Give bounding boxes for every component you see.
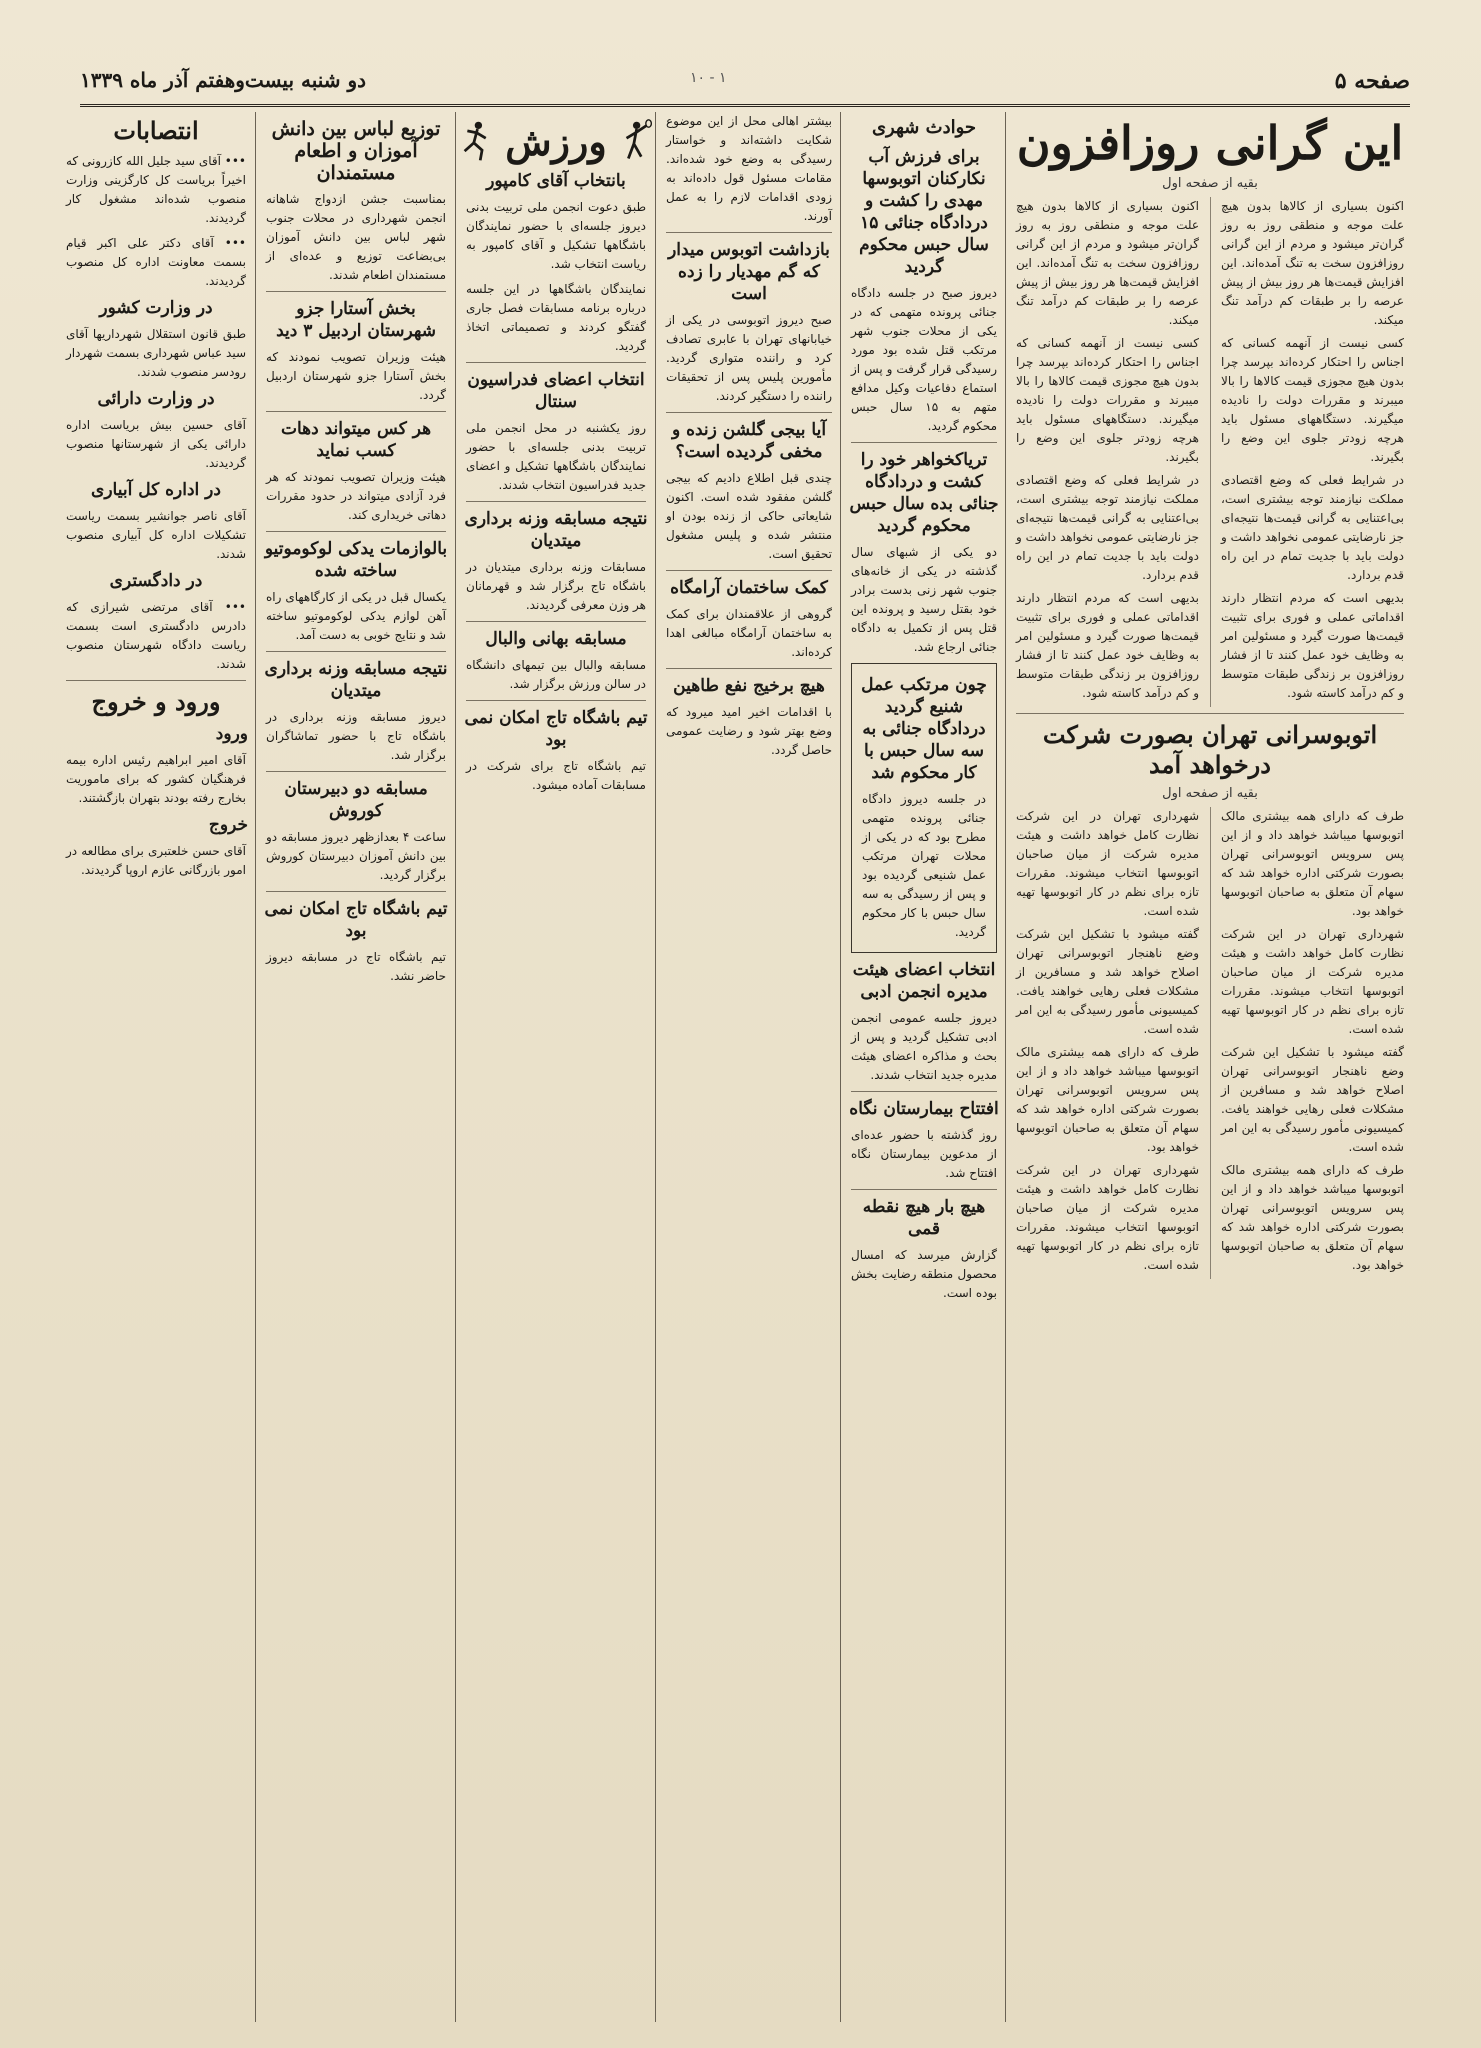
- paragraph: کسی نیست از آنهمه کسانی که اجناس را احتکار کرده‌اند بپرسد چرا بدون هیچ مجوزی قیمت کالاها را بالا میبرند و مقررات دولت را نادیده میگیرند. دستگاههای مسئول باید هرچه زودتر جلوی این وضع را بگیرند.: [1016, 336, 1199, 464]
- sports-logo: [460, 118, 652, 164]
- divider: [266, 651, 446, 652]
- headline: آیا بیجی گلشن زنده و مخفی گردیده است؟: [671, 420, 827, 462]
- news-item: دیروز مسابقه وزنه برداری در باشگاه تاج با حضور تماشاگران برگزار شد.: [266, 710, 446, 762]
- section-title-arrivals: ورود و خروج: [91, 687, 221, 716]
- divider: [266, 891, 446, 892]
- headline: مسابقه دو دبیرستان کوروش: [284, 779, 428, 821]
- news-item: مسابقات وزنه برداری میتدیان در باشگاه تاج برگزار شد و قهرمانان هر وزن معرفی گردیدند.: [466, 560, 646, 612]
- news-item: دیروز جلسه عمومی انجمن ادبی تشکیل گردید و پس از بحث و مذاکره اعضای هیئت مدیره جدید انتخاب شدند.: [851, 1011, 997, 1082]
- headline: کمک ساختمان آرامگاه: [670, 578, 828, 598]
- divider: [266, 771, 446, 772]
- page-number: صفحه ۵: [1334, 68, 1410, 94]
- headline: تیم باشگاه تاج امکان نمی بود: [464, 708, 648, 750]
- headline: برای فرزش آب نکارکنان اتوبوسها مهدی را کشت و دردادگاه جنائی ۱۵ سال حبس محکوم گردید: [859, 147, 989, 277]
- divider: [466, 501, 646, 502]
- paragraph: طرف که دارای همه بیشتری مالک اتوبوسها میباشد خواهد داد و از این پس سرویس اتوبوسرانی تهران بصورت شرکتی اداره خواهد شد که سهام آن متعلق به صاحبان اتوبوسها خواهد بود.: [1221, 1163, 1404, 1272]
- headline: در دادگستری: [109, 571, 203, 591]
- headline: در وزارت کشور: [99, 298, 213, 318]
- news-item: طبق دعوت انجمن ملی تربیت بدنی دیروز جلسه‌ای با حضور نمایندگان باشگاهها تشکیل و آقای کامپور به ریاست انتخاب شد.: [466, 200, 646, 271]
- column-rule: [455, 112, 456, 2022]
- divider: [666, 232, 832, 233]
- headline: انتخاب اعضای هیئت مدیره انجمن ادبی: [852, 960, 996, 1002]
- subsection-departure: خروج: [208, 815, 248, 835]
- news-item: نمایندگان باشگاهها در این جلسه درباره برنامه مسابقات فصل جاری گفتگو کردند و تصمیماتی اتخاذ گردید.: [466, 282, 646, 353]
- news-item: دو یکی از شبهای سال گذشته در یکی از خانه‌های جنوب شهر زنی بدست برادر خود بقتل رسید و پرونده این قتل پس از تکمیل به دادگاه جنائی ارجاع شد.: [851, 545, 997, 654]
- headline: در اداره کل آبیاری: [91, 480, 221, 500]
- headline: نتیجه مسابقه وزنه برداری میتدیان: [264, 659, 448, 701]
- paragraph: گفته میشود با تشکیل این شرکت وضع ناهنجار اتوبوسرانی تهران اصلاح خواهد شد و مسافرین از مشکلات فعلی رهایی خواهند یافت. کمیسیونی مأمور رسیدگی به این امر شده است.: [1016, 927, 1199, 1036]
- divider: [666, 412, 832, 413]
- headline: هیچ برخیج نفع طاهین: [673, 676, 825, 696]
- news-item: ••• آقای سید جلیل الله کازرونی که اخیراً بریاست کل کارگزینی وزارت منصوب شده‌اند مشغول کار گردیدند.: [66, 154, 246, 225]
- bus-article-body: [1010, 807, 1410, 1279]
- paragraph: اکنون بسیاری از کالاها بدون هیچ علت موجه و منطقی روز به روز گران‌تر میشود و مردم از این گرانی روزافزون سخت به تنگ آمده‌اند. این افزایش قیمت‌ها هر روز بیش از پیش عرصه را بر طبقات کم درآمد تنگ میکند.: [1221, 199, 1404, 327]
- divider: [1016, 713, 1404, 714]
- divider: [66, 680, 246, 681]
- news-item: ••• آقای مرتضی شیرازی که دادرس دادگستری است بسمت ریاست دادگاه شهرستان منصوب شدند.: [66, 600, 246, 671]
- divider: [266, 411, 446, 412]
- subsection-arrival: ورود: [215, 724, 248, 744]
- news-item: تیم باشگاه تاج در مسابقه دیروز حاضر نشد.: [266, 950, 446, 983]
- news-item: با اقدامات اخیر امید میرود که وضع بهتر شود و رضایت عمومی حاصل گردد.: [666, 705, 832, 757]
- divider: [851, 1189, 997, 1190]
- column-misc-news: [260, 112, 452, 2022]
- news-item: دیروز صبح در جلسه دادگاه جنائی پرونده متهمی که در یکی از محلات جنوب شهر مرتکب قتل شده بود مورد رسیدگی قرار گرفت و پس از استماع دفاعیات وکیل مدافع متهم به ۱۵ سال حبس محکوم گردید.: [851, 286, 997, 433]
- divider: [466, 621, 646, 622]
- news-item: ساعت ۴ بعدازظهر دیروز مسابقه دو بین دانش آموزان دبیرستان کوروش برگزار گردید.: [266, 830, 447, 882]
- divider: [266, 531, 446, 532]
- continuation-note: بقیه از صفحه اول: [1162, 176, 1258, 191]
- paragraph: شهرداری تهران در این شرکت نظارت کامل خواهد داشت و هیئت مدیره شرکت از میان صاحبان اتوبوسها انتخاب میشوند. مقررات تازه برای نظم در کار اتوبوسها تهیه شده است.: [1221, 927, 1404, 1036]
- column-rule: [1005, 112, 1006, 2022]
- paragraph: اکنون بسیاری از کالاها بدون هیچ علت موجه و منطقی روز به روز گران‌تر میشود و مردم از این گرانی روزافزون سخت به تنگ آمده‌اند. این افزایش قیمت‌ها هر روز بیش از پیش عرصه را بر طبقات کم درآمد تنگ میکند.: [1016, 199, 1199, 327]
- headline: چون مرتکب عمل شنیع گردید دردادگاه جنائی به سه سال حبس با کار محکوم شد: [861, 675, 987, 783]
- news-item: هیئت وزیران تصویب نمودند که هر فرد آزادی میتواند در حدود مقررات دهاتی خریداری کند.: [266, 470, 446, 522]
- headline: بانتخاب آقای کامپور: [486, 171, 626, 191]
- column-rule: [255, 112, 256, 2022]
- column-appointments: [60, 112, 252, 2022]
- divider: [466, 700, 646, 701]
- headline: بالوازمات یدکی لوکوموتیو ساخته شده: [264, 539, 448, 581]
- column-city-news-2: [660, 112, 838, 2022]
- divider: [466, 362, 646, 363]
- divider: [266, 291, 446, 292]
- headline: بازداشت اتوبوس میدار که گم مهدیار را زده است: [668, 240, 830, 304]
- runner-icon: [460, 118, 491, 164]
- news-item: بمناسبت جشن ازدواج شاهانه انجمن شهرداری در محلات جنوب شهر لباس بین دانش آموزان بی‌بضاعت توزیع و عده‌ای از مستمندان اطعام شدند.: [266, 192, 446, 282]
- section-title-appointments: انتصابات: [113, 116, 199, 145]
- headline: بخش آستارا جزو شهرستان اردبیل ۳ دید: [276, 299, 436, 341]
- tennis-player-icon: [621, 118, 652, 164]
- news-item: روز گذشته با حضور عده‌ای از مدعوین بیمارستان نگاه افتتاح شد.: [851, 1128, 997, 1180]
- paragraph: بدیهی است که مردم انتظار دارند اقداماتی عملی و فوری برای تثبیت قیمت‌ها صورت گیرد و مسئولین امر به وظایف خود عمل کنند تا از فشار روزافزون بر زندگی طبقات متوسط و کم درآمد کاسته شود.: [1016, 591, 1199, 700]
- headline: هر کس میتواند دهات کسب نماید: [280, 419, 432, 461]
- column-rule: [655, 112, 656, 2022]
- center-mark: ۱ - ۱۰: [690, 70, 727, 86]
- news-item: طبق قانون استقلال شهرداریها آقای سید عباس شهرداری بسمت شهردار رودسر منصوب شدند.: [66, 327, 246, 379]
- headline: تریاکخواهر خود را کشت و دردادگاه جنائی بده سال حبس محکوم گردید: [849, 450, 999, 536]
- news-item: هیئت وزیران تصویب نمودند که بخش آستارا جزو شهرستان اردبیل گردد.: [266, 350, 446, 402]
- paragraph: شهرداری تهران در این شرکت نظارت کامل خواهد داشت و هیئت مدیره شرکت از میان صاحبان اتوبوسها انتخاب میشوند. مقررات تازه برای نظم در کار اتوبوسها تهیه شده است.: [1016, 1163, 1199, 1272]
- column-sports: [460, 112, 652, 2022]
- paragraph: گفته میشود با تشکیل این شرکت وضع ناهنجار اتوبوسرانی تهران اصلاح خواهد شد و مسافرین از مشکلات فعلی رهایی خواهند یافت. کمیسیونی مأمور رسیدگی به این امر شده است.: [1221, 1045, 1404, 1154]
- paragraph: بدیهی است که مردم انتظار دارند اقداماتی عملی و فوری برای تثبیت قیمت‌ها صورت گیرد و مسئولین امر به وظایف خود عمل کنند تا از فشار روزافزون بر زندگی طبقات متوسط و کم درآمد کاسته شود.: [1221, 591, 1404, 700]
- page-header: [80, 60, 1410, 108]
- section-title-city-news: حوادث شهری: [871, 117, 977, 138]
- news-item: روز یکشنبه در محل انجمن ملی تربیت بدنی جلسه‌ای با حضور نمایندگان باشگاهها تشکیل و اعضای جدید فدراسیون انتخاب شدند.: [466, 421, 646, 492]
- headline-price-rise: این گرانی روزافزون: [1016, 116, 1404, 170]
- divider: [851, 442, 997, 443]
- paragraph: طرف که دارای همه بیشتری مالک اتوبوسها میباشد خواهد داد و از این پس سرویس اتوبوسرانی تهران بصورت شرکتی اداره خواهد شد که سهام آن متعلق به صاحبان اتوبوسها خواهد بود.: [1221, 809, 1404, 918]
- news-item: مسابقه والبال بین تیمهای دانشگاه در سالن ورزش برگزار شد.: [466, 658, 646, 691]
- headline-bus-company: اتوبوسرانی تهران بصورت شرکت درخواهد آمد: [1042, 720, 1378, 779]
- news-item: آقای ناصر جوانشیر بسمت ریاست تشکیلات اداره کل آبیاری منصوب شدند.: [66, 509, 246, 561]
- news-item: در جلسه دیروز دادگاه جنائی پرونده متهمی مطرح بود که در یکی از محلات تهران مرتکب عمل شنیعی گردیده بود و پس از رسیدگی به سه سال حبس با کار محکوم گردید.: [862, 792, 986, 939]
- column-rule: [840, 112, 841, 2022]
- headline: افتتاح بیمارستان نگاه: [849, 1099, 999, 1119]
- paragraph: کسی نیست از آنهمه کسانی که اجناس را احتکار کرده‌اند بپرسد چرا بدون هیچ مجوزی قیمت کالاها را بالا میبرند و مقررات دولت را نادیده میگیرند. دستگاههای مسئول باید هرچه زودتر جلوی این وضع را بگیرند.: [1221, 336, 1404, 464]
- news-item: گزارش میرسد که امسال محصول منطقه رضایت بخش بوده است.: [851, 1248, 997, 1300]
- column-main-article: [1010, 112, 1410, 2022]
- boxed-news: [851, 663, 997, 953]
- headline: توزیع لباس بین دانش آموزان و اطعام مستمندان: [271, 118, 441, 184]
- news-item: صبح دیروز اتوبوسی در یکی از خیابانهای تهران با عابری تصادف کرد و راننده متواری گردید. مأمورین پلیس پس از تحقیقات راننده را دستگیر کردند.: [666, 313, 832, 403]
- news-item: تیم باشگاه تاج برای شرکت در مسابقات آماده میشود.: [466, 759, 646, 792]
- headline: هیچ بار هیچ نقطه قمی: [862, 1197, 986, 1239]
- news-item: گروهی از علاقمندان برای کمک به ساختمان آرامگاه مبالغی اهدا کرده‌اند.: [666, 607, 832, 659]
- divider: [666, 668, 832, 669]
- header-rule: [80, 104, 1410, 107]
- paragraph: در شرایط فعلی که وضع اقتصادی مملکت نیازمند توجه بیشتری است، بی‌اعتنایی به گرانی قیمت‌ها نتیجه‌ای جز نارضایتی عمومی نخواهد داشت و دولت باید با جدیت تمام در این راه قدم بردارد.: [1016, 473, 1199, 582]
- paragraph: شهرداری تهران در این شرکت نظارت کامل خواهد داشت و هیئت مدیره شرکت از میان صاحبان اتوبوسها انتخاب میشوند. مقررات تازه برای نظم در کار اتوبوسها تهیه شده است.: [1016, 809, 1199, 918]
- column-city-news: [845, 112, 1003, 2022]
- news-item: ••• آقای دکتر علی اکبر قیام بسمت معاونت اداره کل منصوب گردیدند.: [66, 236, 246, 288]
- divider: [851, 1091, 997, 1092]
- issue-date: دو شنبه بیست‌وهفتم آذر ماه ۱۳۳۹: [80, 68, 367, 92]
- news-item: آقای حسن خلعتبری برای مطالعه در امور بازرگانی عازم اروپا گردیدند.: [66, 844, 246, 877]
- news-item: آقای امیر ابراهیم رئیس اداره بیمه فرهنگیان کشور که برای ماموریت بخارج رفته بودند بتهران بازگشتند.: [66, 753, 246, 805]
- news-item: بیشتر اهالی محل از این موضوع شکایت داشته‌اند و خواستار رسیدگی به وضع خود شده‌اند. مقامات مسئول قول داده‌اند به زودی اقدامات لازم را به عمل آورند.: [666, 114, 832, 223]
- headline: نتیجه مسابقه وزنه برداری میتدیان: [464, 509, 648, 551]
- headline: در وزارت دارائی: [97, 389, 215, 409]
- paragraph: طرف که دارای همه بیشتری مالک اتوبوسها میباشد خواهد داد و از این پس سرویس اتوبوسرانی تهران بصورت شرکتی اداره خواهد شد که سهام آن متعلق به صاحبان اتوبوسها خواهد بود.: [1016, 1045, 1199, 1154]
- news-item: یکسال قبل در یکی از کارگاههای راه آهن لوازم یدکی لوکوموتیو ساخته شد و نتایج خوبی به دست آمد.: [266, 590, 446, 642]
- sports-section-title: ورزش: [505, 118, 607, 164]
- news-item: چندی قبل اطلاع دادیم که بیجی گلشن مفقود شده است. اکنون شایعاتی حاکی از زنده بودن او منتشر شده و پلیس مشغول تحقیق است.: [666, 471, 832, 561]
- headline: انتخاب اعضای فدراسیون سنتال: [467, 370, 645, 412]
- divider: [666, 570, 832, 571]
- headline: تیم باشگاه تاج امکان نمی بود: [264, 899, 448, 941]
- news-item: آقای حسین بیش بریاست اداره دارائی یکی از شهرستانها منصوب گردیدند.: [66, 418, 246, 470]
- paragraph: در شرایط فعلی که وضع اقتصادی مملکت نیازمند توجه بیشتری است، بی‌اعتنایی به گرانی قیمت‌ها نتیجه‌ای جز نارضایتی عمومی نخواهد داشت و دولت باید با جدیت تمام در این راه قدم بردارد.: [1221, 473, 1404, 582]
- price-article-body: [1010, 197, 1410, 707]
- continuation-note: بقیه از صفحه اول: [1162, 786, 1258, 801]
- headline: مسابقه بهانی والبال: [485, 629, 627, 649]
